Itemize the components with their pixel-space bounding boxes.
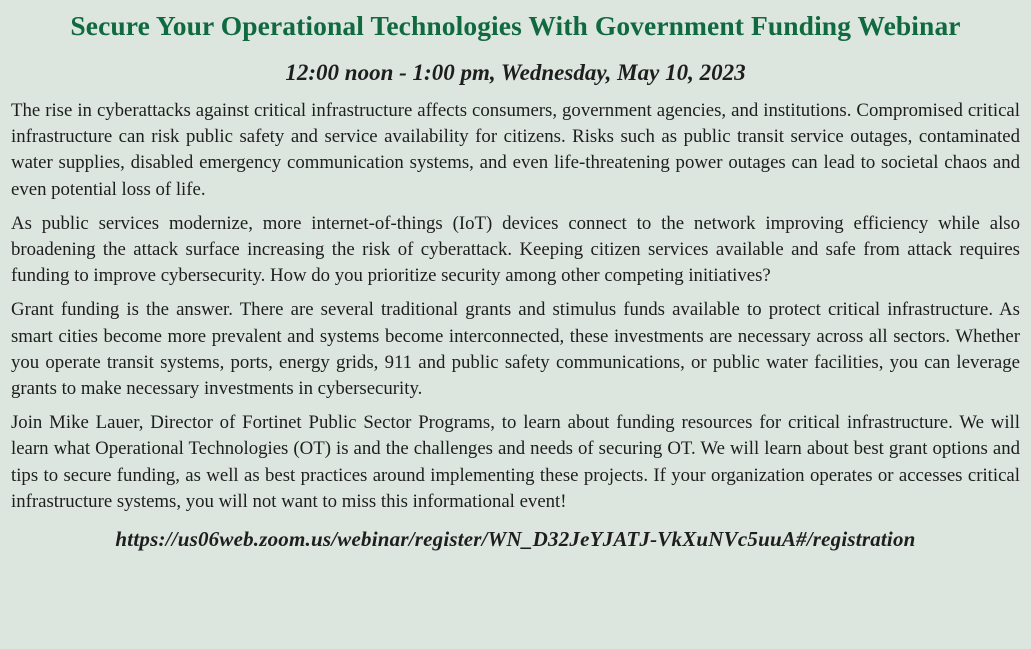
grant-paragraph: Grant funding is the answer. There are several traditional grants and stimulus funds available to protect critical infrastructure. As smart cities become more prevalent and systems become interconnected, these investments are necessary across all sectors. Whether you operate transit systems, ports, energy grids, 911 and public safety communications, or public water facilities, you can leverage grants to make necessary investments in cybersecurity. (11, 299, 1020, 400)
webinar-title: Secure Your Operational Technologies With Government Funding Webinar (70, 10, 961, 41)
iot-paragraph: As public services modernize, more internet-of-things (IoT) devices connect to the network improving efficiency while also broadening the attack surface increasing the risk of cyberattack. Keeping citizen services available and safe from attack requires funding to improve cybersecurity. How do you prioritize security among other competing initiatives? (11, 212, 1020, 287)
intro-paragraph: The rise in cyberattacks against critical infrastructure affects consumers, government agencies, and institutions. Compromised critical infrastructure can risk public safety and service availability for citizens. Risks such as public transit service outages, contaminated water supplies, disabled emergency communication systems, and even life-threatening power outages can lead to societal chaos and even potential loss of life. (11, 100, 1020, 200)
registration-link[interactable]: https://us06web.zoom.us/webinar/register/WN_D32JeYJATJ-VkXuNVc5uuA#/registration (115, 527, 916, 552)
speaker-paragraph: Join Mike Lauer, Director of Fortinet Public Sector Programs, to learn about funding resources for critical infrastructure. We will learn what Operational Technologies (OT) is and the challenges and needs of securing OT. We will learn about best grant options and tips to secure funding, as well as best practices around implementing these projects. If your organization operates or accesses critical infrastructure systems, you will not want to miss this informational event! (11, 412, 1020, 512)
webinar-datetime: 12:00 noon - 1:00 pm, Wednesday, May 10, 2023 (285, 60, 746, 85)
